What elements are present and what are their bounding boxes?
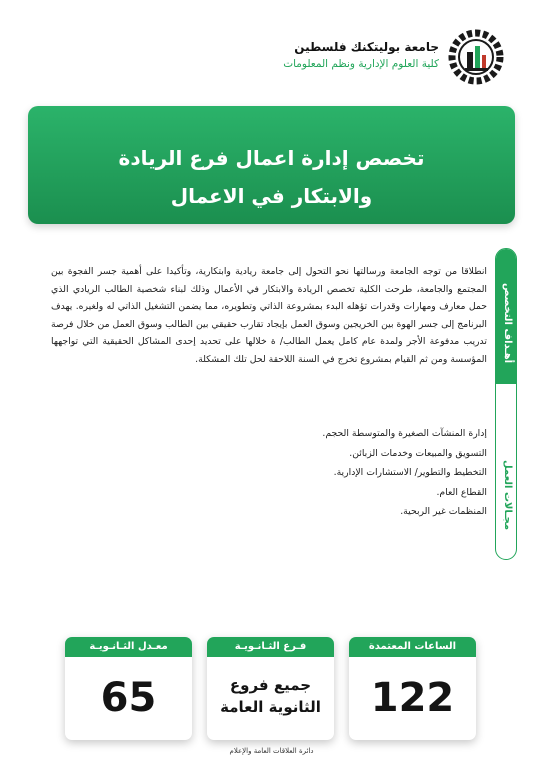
branch-value-line-1: جميع فروع [229, 676, 312, 694]
objectives-paragraph: انطلاقا من توجه الجامعة ورسالتها نحو التحول إلى جامعة ريادية وابتكارية، وتأكيدا على أهمية جسر الفجوة بين المجتمع والجامعة، طرحت الكلية تخصص الريادة والابتكار في الأعمال وذلك لبناء شخصية الطالب الريادي الذي حمل معارف ومهارات وقدرات تؤهله البدء بمشروعة الذاتي وتطويره، مما يضمن التشغيل الذاتي له ولغيره. يهدف البرنامج إلى جسر الهوة بين الخريجين وسوق العمل بإيجاد تقارب حقيقي بين الطالب وسوق العمل من خلال فرصة تدريب مدفوعة الأجر ولمدة عام كامل يعمل الطالب/ ة خلالها على تحديد إحدى المشاكل الحقيقية التي تواجهها المؤسسة ومن ثم القيام بمشروع تخرج في السنة اللاحقة لحل تلك المشكلة. [51, 266, 487, 365]
list-item: القطاع العام. [436, 486, 487, 498]
branch-card [207, 637, 334, 740]
college-name: كلية العلوم الإدارية ونظم المعلومات [283, 58, 439, 70]
title-line-1: تخصص إدارة اعمال فرع الريادة [118, 146, 425, 170]
university-name: جامعة بوليتكنك فلسطين [294, 40, 439, 54]
average-value: 65 [100, 675, 157, 721]
list-item: التخطيط والتطوير/ الاستشارات الإدارية. [333, 467, 487, 478]
credit-hours-label: الساعات المعتمدة [349, 637, 476, 657]
credit-hours-card [349, 637, 476, 740]
objectives-tab-label: أهـداف التخصص [502, 282, 513, 364]
branch-value [207, 657, 334, 718]
work-fields-list [187, 424, 487, 522]
branch-label: فـرع الثـانـويـة [207, 637, 334, 657]
branch-value-line-2: الثانوية العامة [220, 698, 321, 716]
list-item: المنظمات غير الربحية. [400, 506, 487, 517]
list-item: إدارة المنشآت الصغيرة والمتوسطة الحجم. [322, 428, 487, 439]
credit-hours-value: 122 [370, 675, 455, 721]
average-label: معـدل الثـانـويـة [65, 637, 192, 657]
footer-department: دائرة العلاقات العامة والإعلام [229, 747, 314, 755]
list-item: التسويق والمبيعات وخدمات الزبائن. [349, 447, 487, 459]
university-logo-icon [447, 28, 505, 86]
title-line-2: والابتكار في الاعمال [170, 184, 373, 208]
title-banner [28, 106, 515, 224]
work-fields-tab-label: مجـالات العمل [502, 459, 513, 530]
average-card [65, 637, 192, 740]
